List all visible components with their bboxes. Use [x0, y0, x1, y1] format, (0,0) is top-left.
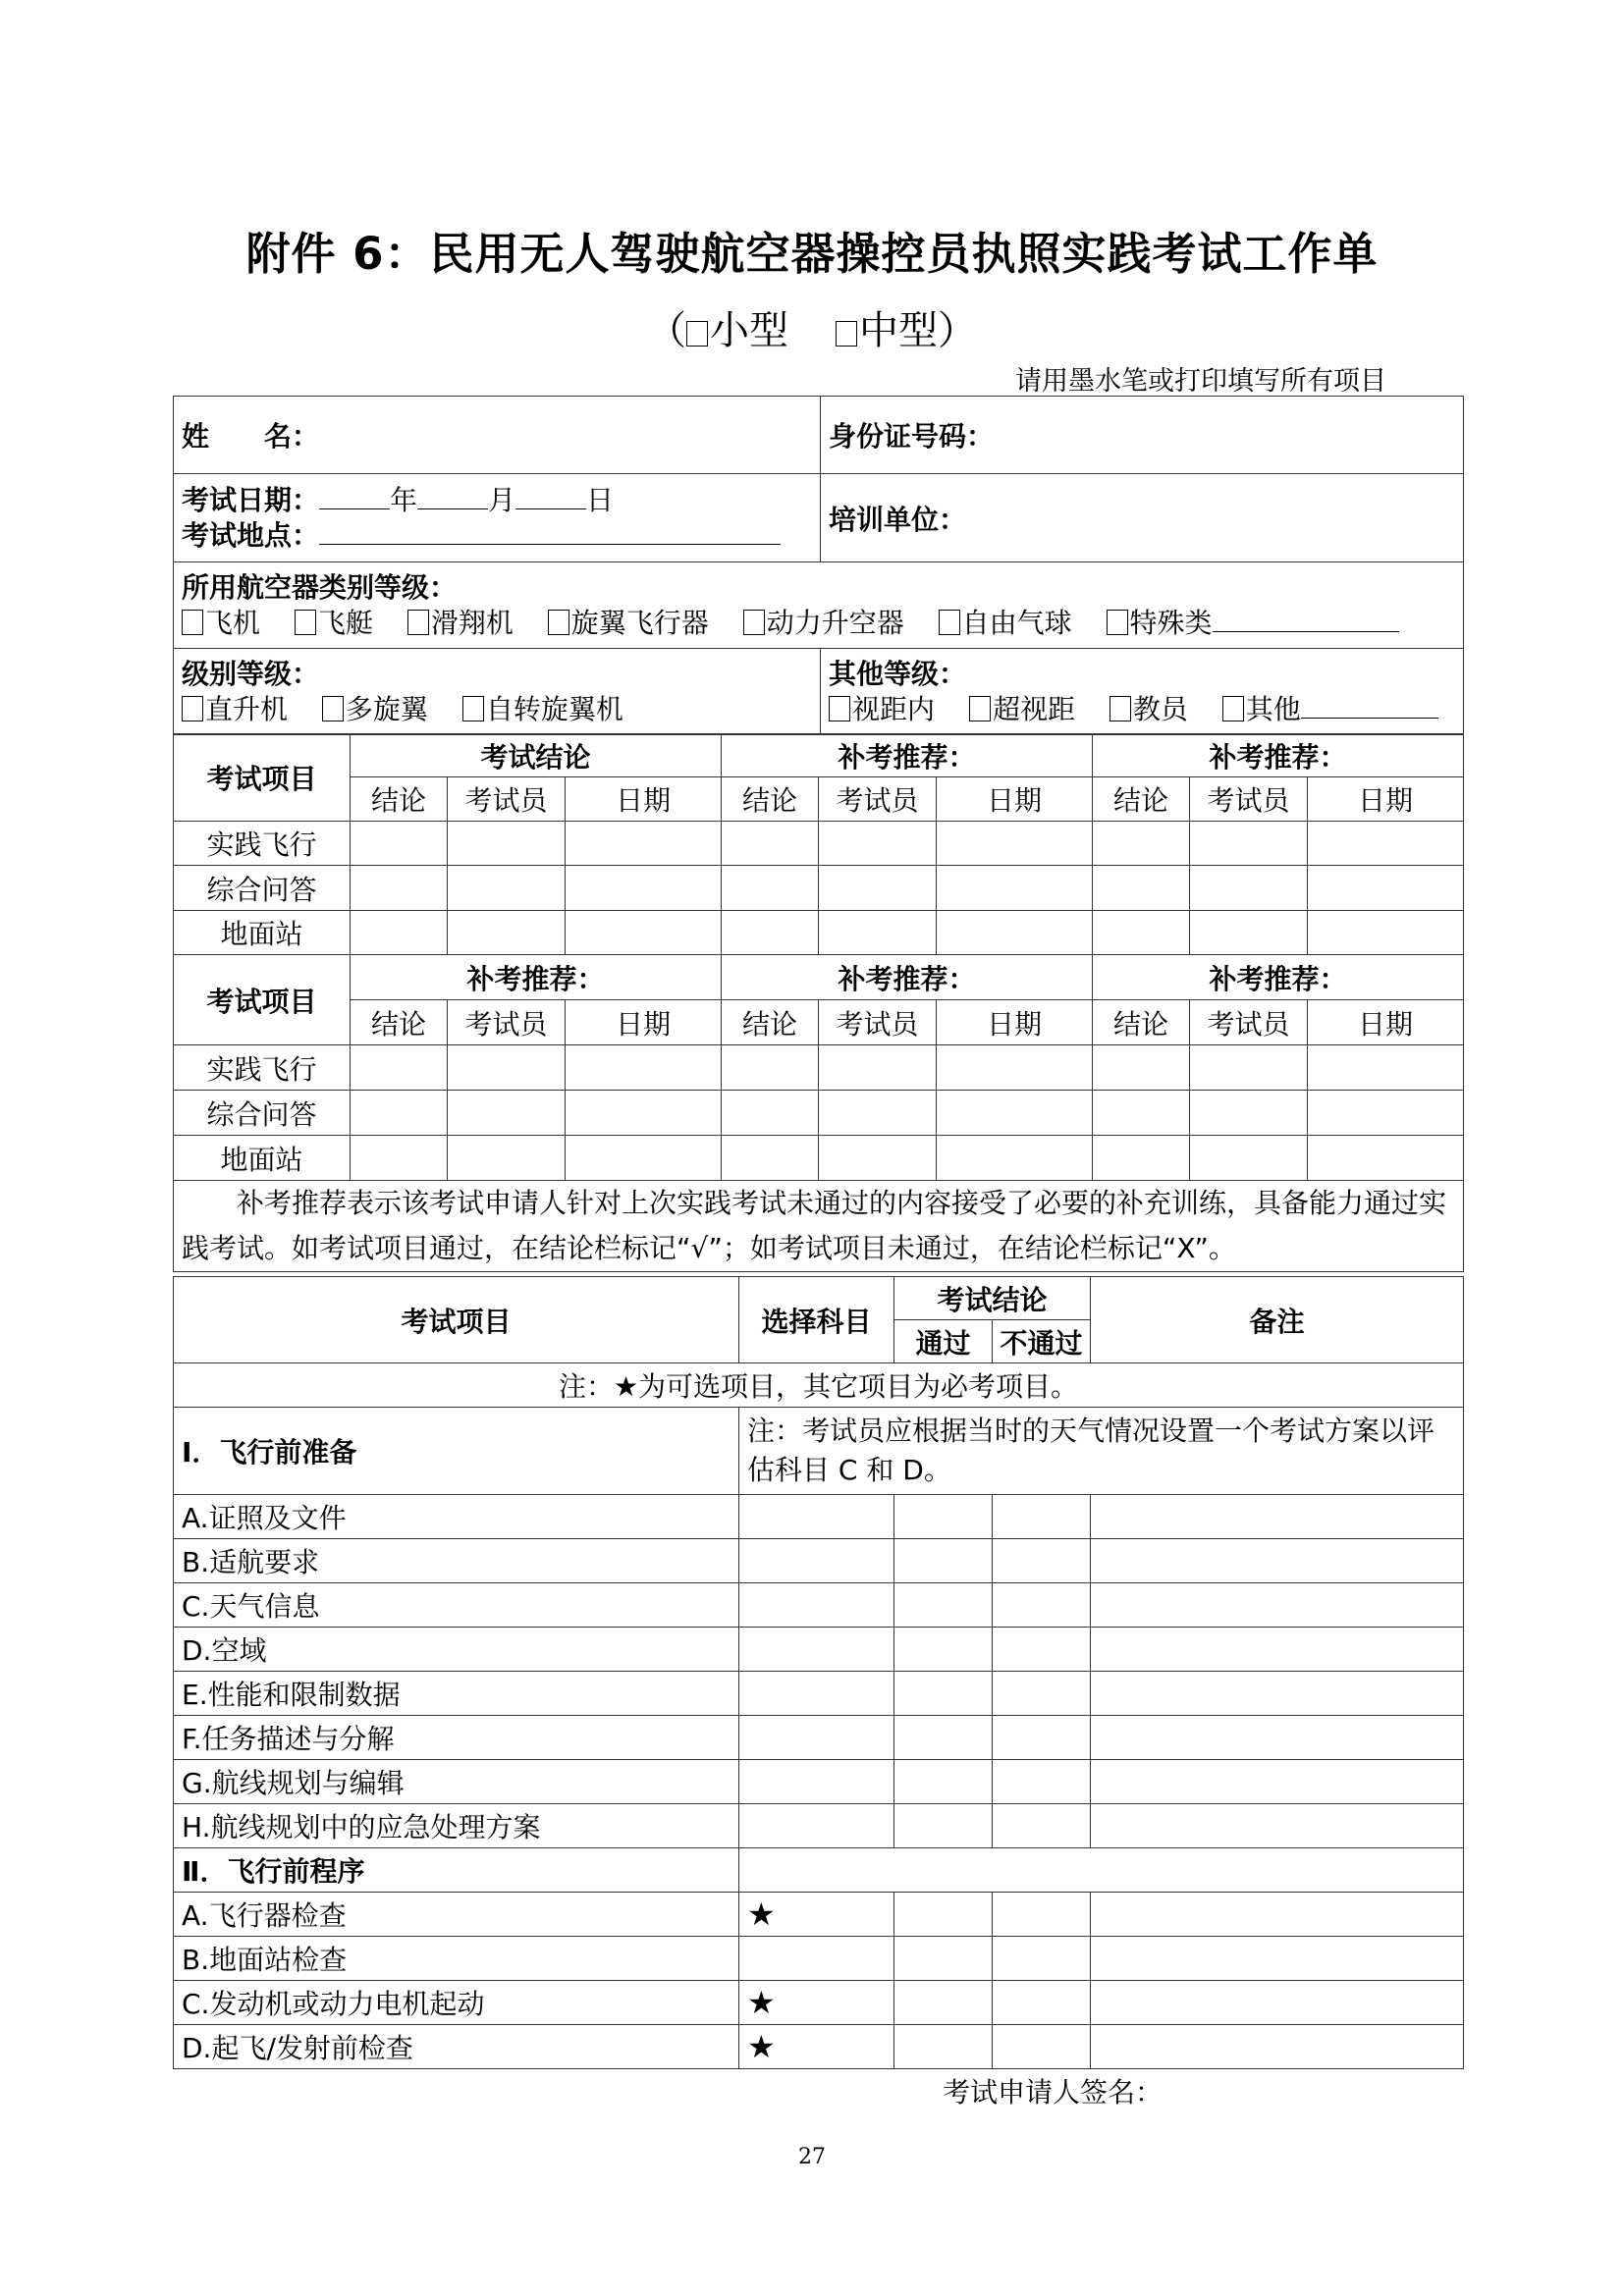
examiner-col: 考试员 — [1190, 1000, 1308, 1045]
type-small-checkbox[interactable] — [686, 321, 708, 347]
table-row — [174, 1045, 1464, 1091]
multirotor-checkbox[interactable] — [322, 696, 344, 721]
table-row — [174, 1804, 1464, 1848]
conclusion-col: 结论 — [1093, 1000, 1190, 1045]
row-label: 实践飞行 — [174, 822, 351, 866]
optional-star-mark[interactable]: ★ — [739, 1893, 894, 1937]
table-row — [174, 822, 1464, 866]
glider-checkbox[interactable] — [407, 610, 429, 635]
applicant-signature[interactable]: 考试申请人签名： — [943, 2076, 1164, 2109]
aircraft-checkbox[interactable] — [182, 610, 203, 635]
subject-label: C.天气信息 — [174, 1583, 739, 1628]
examiner-col: 考试员 — [448, 1000, 566, 1045]
free-balloon-checkbox[interactable] — [939, 610, 960, 635]
conclusion-col: 结论 — [722, 777, 819, 822]
exam-conclusion-header: 考试结论 — [351, 734, 722, 777]
table-row — [174, 1716, 1464, 1760]
subject-label: D.空域 — [174, 1628, 739, 1672]
subject-label: B.适航要求 — [174, 1539, 739, 1583]
row-label: 地面站 — [174, 911, 351, 955]
table-row — [174, 1672, 1464, 1716]
subject-item-header: 考试项目 — [174, 1277, 739, 1363]
document-title: 附件 6：民用无人驾驶航空器操控员执照实践考试工作单 — [245, 228, 1379, 280]
row-label: 实践飞行 — [174, 1045, 351, 1091]
date-col: 日期 — [1308, 1000, 1464, 1045]
section-preflight-prep: Ⅰ．飞行前准备 — [174, 1408, 739, 1495]
retest-remark: 补考推荐表示该考试申请人针对上次实践考试未通过的内容接受了必要的补充训练，具备能力通过实践考试。如考试项目通过，在结论栏标记“√”；如考试项目未通过，在结论栏标记“X”。 — [174, 1181, 1464, 1272]
conclusion-col: 结论 — [351, 1000, 448, 1045]
row-label: 综合问答 — [174, 866, 351, 911]
table-row — [174, 1937, 1464, 1981]
date-col: 日期 — [1308, 777, 1464, 822]
date-col: 日期 — [566, 777, 722, 822]
examiner-col: 考试员 — [448, 777, 566, 822]
table-row — [174, 1539, 1464, 1583]
retest-header: 补考推荐： — [722, 734, 1093, 777]
conclusion-header: 考试结论 — [894, 1277, 1091, 1320]
other-rating-cell: 其他等级： 视距内 超视距 教员 其他 — [821, 649, 1464, 735]
table-row — [174, 1981, 1464, 2025]
table-row — [174, 1583, 1464, 1628]
table-row — [174, 1760, 1464, 1804]
optional-star-mark[interactable]: ★ — [739, 1981, 894, 2025]
optional-star-note: 注：★为可选项目，其它项目为必考项目。 — [174, 1363, 1464, 1408]
examiner-weather-note: 注：考试员应根据当时的天气情况设置一个考试方案以评估科目 C 和 D。 — [739, 1408, 1464, 1495]
conclusion-col: 结论 — [722, 1000, 819, 1045]
examiner-col: 考试员 — [1190, 777, 1308, 822]
fill-instruction: 请用墨水笔或打印填写所有项目 — [1015, 366, 1386, 397]
subject-label: G.航线规划与编辑 — [174, 1760, 739, 1804]
subject-label: C.发动机或动力电机起动 — [174, 1981, 739, 2025]
table-row — [174, 1136, 1464, 1181]
subject-label: H.航线规划中的应急处理方案 — [174, 1804, 739, 1848]
subject-label: A.飞行器检查 — [174, 1893, 739, 1937]
date-place-cell[interactable]: 考试日期： 年 月 日 考试地点： — [174, 474, 821, 562]
retest-header: 补考推荐： — [1093, 734, 1464, 777]
table-row — [174, 866, 1464, 911]
autogyro-checkbox[interactable] — [462, 696, 484, 721]
remark-header: 备注 — [1091, 1277, 1464, 1363]
exam-item-header: 考试项目 — [174, 734, 351, 822]
class-rating-cell: 级别等级： 直升机 多旋翼 自转旋翼机 — [174, 649, 821, 735]
examiner-col: 考试员 — [819, 1000, 937, 1045]
examiner-col: 考试员 — [819, 777, 937, 822]
instructor-checkbox[interactable] — [1110, 696, 1131, 721]
other-checkbox[interactable] — [1222, 696, 1244, 721]
type-medium-label: 中型 — [859, 308, 938, 353]
rotorcraft-checkbox[interactable] — [548, 610, 569, 635]
airship-checkbox[interactable] — [295, 610, 316, 635]
vlos-checkbox[interactable] — [829, 696, 850, 721]
pass-col: 通过 — [894, 1320, 993, 1363]
subject-label: D.起飞/发射前检查 — [174, 2025, 739, 2069]
date-col: 日期 — [566, 1000, 722, 1045]
retest-header: 补考推荐： — [1093, 955, 1464, 1000]
table-row — [174, 911, 1464, 955]
subject-label: F.任务描述与分解 — [174, 1716, 739, 1760]
conclusion-col: 结论 — [351, 777, 448, 822]
page-number: 27 — [798, 2145, 826, 2169]
special-class-checkbox[interactable] — [1107, 610, 1128, 635]
subject-label: A.证照及文件 — [174, 1495, 739, 1539]
conclusion-col: 结论 — [1093, 777, 1190, 822]
id-number-field[interactable]: 身份证号码： — [821, 397, 1464, 474]
exam-item-header: 考试项目 — [174, 955, 351, 1045]
powered-lift-checkbox[interactable] — [743, 610, 765, 635]
training-unit-field[interactable]: 培训单位： — [821, 474, 1464, 562]
exam-results-table — [173, 733, 1464, 1272]
applicant-info-table — [173, 396, 1464, 735]
date-col: 日期 — [937, 777, 1093, 822]
type-medium-checkbox[interactable] — [836, 321, 857, 347]
subject-label: E.性能和限制数据 — [174, 1672, 739, 1716]
row-label: 综合问答 — [174, 1091, 351, 1136]
retest-header: 补考推荐： — [722, 955, 1093, 1000]
bvlos-checkbox[interactable] — [969, 696, 991, 721]
exam-subjects-table — [173, 1276, 1464, 2069]
type-small-label: 小型 — [710, 308, 788, 353]
aircraft-category-cell: 所用航空器类别等级： 飞机 飞艇 滑翔机 旋翼飞行器 动力升空器 自由气球 特殊类 — [174, 562, 1464, 649]
table-row — [174, 1628, 1464, 1672]
table-row — [174, 1091, 1464, 1136]
table-row — [174, 1893, 1464, 1937]
date-col: 日期 — [937, 1000, 1093, 1045]
row-label: 地面站 — [174, 1136, 351, 1181]
table-row — [174, 1495, 1464, 1539]
fail-col: 不通过 — [993, 1320, 1091, 1363]
section-preflight-procedure: Ⅱ．飞行前程序 — [174, 1848, 739, 1893]
helicopter-checkbox[interactable] — [182, 696, 203, 721]
retest-header: 补考推荐： — [351, 955, 722, 1000]
type-selector: （ 小型 中型） — [647, 308, 977, 353]
table-row — [174, 2025, 1464, 2069]
name-field[interactable]: 姓 名： — [174, 397, 821, 474]
optional-star-mark[interactable]: ★ — [739, 2025, 894, 2069]
subject-label: B.地面站检查 — [174, 1937, 739, 1981]
optional-star-mark[interactable] — [739, 1937, 894, 1981]
select-subject-header: 选择科目 — [739, 1277, 894, 1363]
